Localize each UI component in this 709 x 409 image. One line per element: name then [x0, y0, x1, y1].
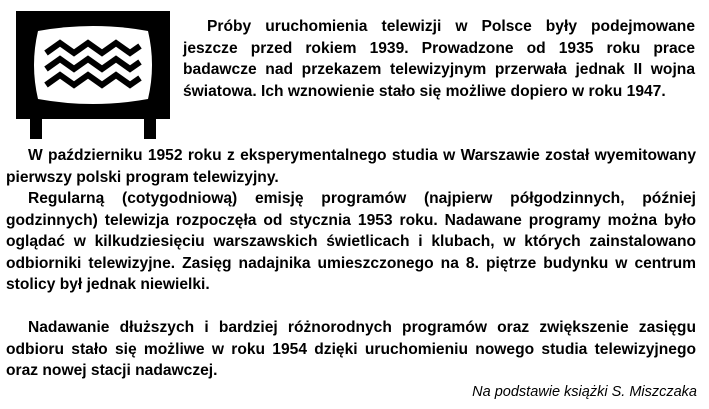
paragraph-2-text: W październiku 1952 roku z eksperymentalnego studia w Warszawie został wyemitowany pierwszy polski program telewizyjny.: [6, 147, 696, 186]
source-citation: Na podstawie książki S. Miszczaka: [472, 384, 697, 400]
paragraph-2: [6, 145, 696, 188]
paragraph-1-text: Próby uruchomienia telewizji w Polsce były podejmowane jeszcze przed rokiem 1939. Prowadzone od 1935 roku prace badawcze nad przekazem telewizyjnym przerwała jednak II wojna światowa. Ich wznowienie stało się możliwe dopiero w roku 1947.: [183, 18, 695, 100]
paragraph-1: [183, 16, 695, 102]
tv-icon: [16, 11, 170, 141]
paragraph-4-text: Nadawanie dłuższych i bardziej różnorodnych programów oraz zwiększenie zasięgu odbioru stało się możliwe w roku 1954 dzięki uruchomieniu nowego studia telewizyjnego oraz nowej stacji nadawczej.: [6, 319, 696, 379]
paragraph-4: [6, 317, 696, 382]
paragraph-3: [6, 188, 696, 296]
paragraph-3-text: Regularną (cotygodniową) emisję programów (najpierw półgodzinnych, później godzinnych) telewizja rozpoczęła od stycznia 1953 roku. Nadawane programy można było oglądać w kilkudziesięciu warszawskich świetlicach i klubach, w których zainstalowano odbiorniki telewizyjne. Zasięg nadajnika umieszczonego na 8. piętrze budynku w centrum stolicy był jednak niewielki.: [6, 190, 696, 293]
